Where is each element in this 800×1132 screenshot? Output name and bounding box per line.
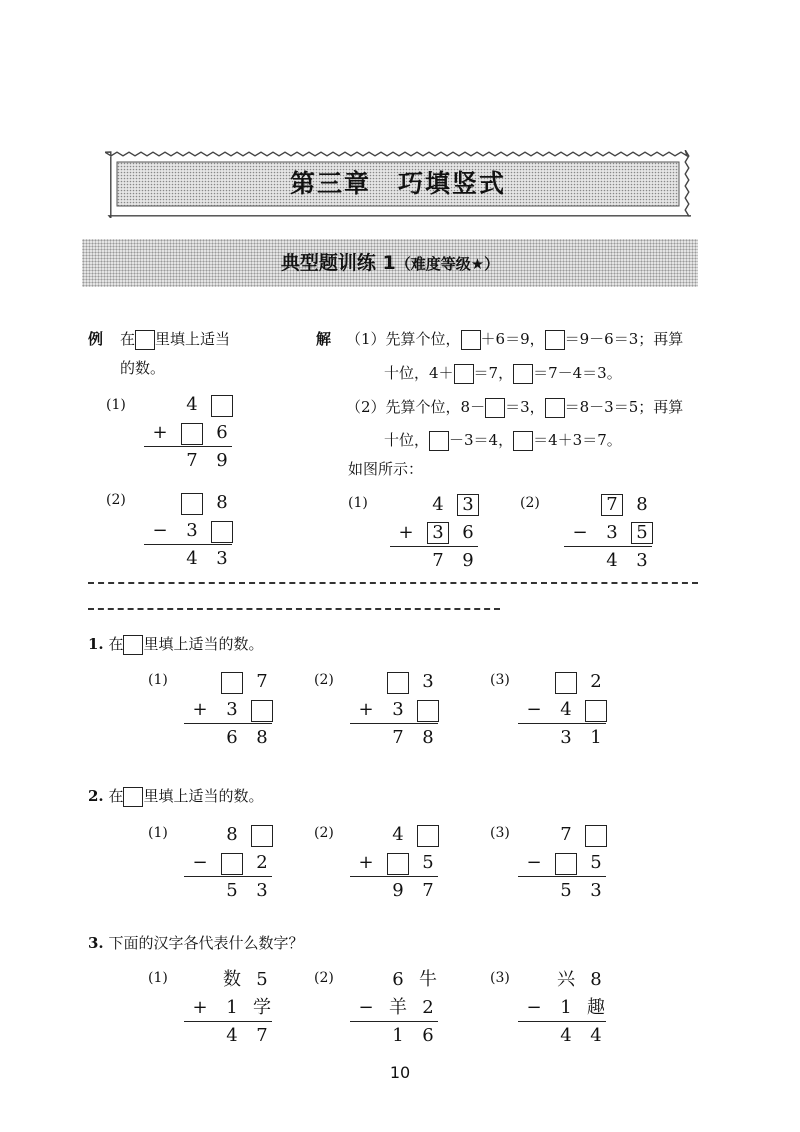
q1-text-before: 在 — [108, 635, 124, 653]
q3-item3-label: (3) — [490, 970, 510, 986]
digit: 9 — [462, 550, 474, 571]
digit — [354, 822, 378, 848]
vertical-row-bottom — [346, 995, 442, 1021]
vertical-row-bottom — [514, 995, 610, 1021]
digit: 5 — [256, 969, 268, 990]
blank-box — [250, 822, 274, 848]
vertical-row-bottom — [560, 520, 656, 546]
q2-item2-vertical — [346, 822, 442, 902]
solution-text: （2）先算个位，8－ — [346, 398, 486, 416]
digit — [188, 822, 212, 848]
digit: 7 — [422, 880, 434, 901]
blank-box — [513, 431, 533, 451]
vertical-row-bottom — [346, 850, 442, 876]
sum-line — [144, 544, 232, 545]
digit: 3 — [216, 548, 228, 569]
digit — [354, 878, 378, 904]
digit: 5 — [560, 880, 572, 901]
operator-sign: + — [398, 522, 414, 543]
solution-text: ＝7－4＝3。 — [533, 364, 622, 382]
q2-item3-label: (3) — [490, 825, 510, 841]
blank-box — [210, 392, 234, 418]
difficulty-label: （难度等级★） — [395, 255, 500, 273]
digit: 4 — [392, 824, 404, 845]
q3-text: 下面的汉字各代表什么数字？ — [108, 934, 304, 952]
q1-text-after: 里填上适当的数。 — [143, 635, 264, 653]
solution-text: 十位， — [384, 431, 430, 449]
vertical-row-bottom — [180, 697, 276, 723]
digit: 1 — [392, 1025, 404, 1046]
sum-line — [350, 723, 438, 724]
sum-line — [518, 876, 606, 877]
section-header — [82, 239, 698, 287]
digit: 7 — [432, 550, 444, 571]
vertical-row-top — [180, 967, 276, 993]
q2-item3-vertical — [514, 822, 610, 902]
q2-text-after: 里填上适当的数。 — [143, 787, 264, 805]
digit — [354, 1023, 378, 1049]
sum-line — [518, 1021, 606, 1022]
operator-sign: − — [192, 852, 208, 873]
digit: 9 — [216, 450, 228, 471]
vertical-row-bottom — [180, 995, 276, 1021]
blank-box — [135, 330, 155, 350]
solution-text: （1）先算个位， — [346, 330, 461, 348]
example-p1-vertical — [140, 392, 236, 472]
digit: 7 — [186, 450, 198, 471]
digit: 8 — [590, 969, 602, 990]
vertical-row-result — [140, 448, 236, 474]
digit: 3 — [256, 880, 268, 901]
solution-text: 十位，4＋ — [384, 364, 454, 382]
example-prompt-before: 在 — [120, 330, 136, 348]
digit: 5 — [422, 852, 434, 873]
digit: 兴 — [557, 969, 575, 990]
q1-item1-label: (1) — [148, 672, 168, 688]
operator-sign: + — [152, 422, 168, 443]
blank-box — [485, 398, 505, 418]
blank-box — [554, 850, 578, 876]
vertical-row-result — [514, 1023, 610, 1049]
blank-box — [123, 787, 143, 807]
solution-text: ＝7， — [473, 364, 514, 382]
vertical-row-top — [346, 669, 442, 695]
blank-box — [584, 822, 608, 848]
digit — [188, 967, 212, 993]
operator-sign: − — [526, 699, 542, 720]
vertical-row-top — [514, 967, 610, 993]
blank-box — [180, 490, 204, 516]
operator-sign: + — [358, 852, 374, 873]
blank-box — [220, 669, 244, 695]
example-p1-label: (1) — [106, 397, 126, 413]
digit: 数 — [223, 969, 241, 990]
vertical-row-top — [140, 392, 236, 418]
digit: 3 — [392, 699, 404, 720]
sum-line — [184, 1021, 272, 1022]
digit: 4 — [186, 548, 198, 569]
blank-box — [584, 697, 608, 723]
digit: 4 — [606, 550, 618, 571]
digit: 4 — [432, 494, 444, 515]
vertical-row-top — [346, 967, 442, 993]
vertical-row-bottom — [140, 518, 236, 544]
digit: 8 — [636, 494, 648, 515]
solution-text: ＝4＋3＝7。 — [533, 431, 622, 449]
digit: 9 — [392, 880, 404, 901]
dashed-separator-1 — [88, 582, 698, 584]
page-number: 10 — [389, 1063, 411, 1082]
filled-answer-digit: 7 — [600, 492, 624, 518]
question-number: 1. — [88, 635, 104, 653]
vertical-row-bottom — [386, 520, 482, 546]
vertical-row-top — [514, 822, 610, 848]
digit: 4 — [560, 699, 572, 720]
digit: 3 — [590, 880, 602, 901]
digit: 7 — [256, 1025, 268, 1046]
vertical-row-top — [346, 822, 442, 848]
digit — [568, 492, 592, 518]
digit: 学 — [253, 997, 271, 1018]
operator-sign: − — [572, 522, 588, 543]
chapter-banner — [105, 150, 691, 218]
q3-item2-label: (2) — [314, 970, 334, 986]
digit — [522, 669, 546, 695]
digit — [394, 548, 418, 574]
digit: 4 — [186, 394, 198, 415]
sum-line — [564, 546, 652, 547]
q3-item3-vertical — [514, 967, 610, 1047]
solution-text: －3＝4， — [449, 431, 514, 449]
vertical-row-bottom — [346, 697, 442, 723]
digit: 5 — [590, 852, 602, 873]
digit — [354, 725, 378, 751]
digit: 2 — [422, 997, 434, 1018]
blank-box — [386, 850, 410, 876]
digit — [568, 548, 592, 574]
blank-box — [545, 398, 565, 418]
digit: 4 — [590, 1025, 602, 1046]
sum-line — [350, 876, 438, 877]
solution-step1-line2 — [384, 362, 622, 384]
filled-answer-digit: 3 — [456, 492, 480, 518]
digit: 6 — [226, 727, 238, 748]
solution-as-shown: 如图所示： — [348, 460, 424, 478]
digit: 3 — [422, 671, 434, 692]
sum-line — [184, 876, 272, 877]
operator-sign: − — [526, 997, 542, 1018]
digit — [354, 967, 378, 993]
digit — [522, 967, 546, 993]
vertical-row-result — [346, 1023, 442, 1049]
vertical-row-result — [514, 725, 610, 751]
section-title — [82, 239, 698, 287]
operator-sign: + — [192, 997, 208, 1018]
vertical-row-result — [346, 725, 442, 751]
digit: 8 — [422, 727, 434, 748]
q2-text-before: 在 — [108, 787, 124, 805]
q3-item2-vertical — [346, 967, 442, 1047]
blank-box — [220, 850, 244, 876]
example-prompt-after: 里填上适当 — [155, 330, 231, 348]
digit — [522, 1023, 546, 1049]
chapter-title: 第三章 巧填竖式 — [289, 169, 506, 198]
vertical-row-top — [180, 822, 276, 848]
vertical-row-bottom — [514, 697, 610, 723]
question-number: 2. — [88, 787, 104, 805]
digit: 8 — [256, 727, 268, 748]
blank-box — [461, 330, 481, 350]
digit — [188, 1023, 212, 1049]
blank-box — [250, 697, 274, 723]
blank-box — [180, 420, 204, 446]
vertical-row-result — [346, 878, 442, 904]
digit: 5 — [226, 880, 238, 901]
blank-box — [554, 669, 578, 695]
vertical-row-result — [514, 878, 610, 904]
solution-a1-label: (1) — [348, 495, 368, 511]
q1-item1-vertical — [180, 669, 276, 749]
digit: 3 — [226, 699, 238, 720]
digit: 6 — [392, 969, 404, 990]
sum-line — [184, 723, 272, 724]
example-p2-label: (2) — [106, 492, 126, 508]
q1-item2-vertical — [346, 669, 442, 749]
operator-sign: − — [358, 997, 374, 1018]
solution-text: ＋6＝9， — [480, 330, 545, 348]
dashed-separator-2 — [88, 608, 500, 610]
question-number: 3. — [88, 934, 104, 952]
solution-text: ＝9－6＝3；再算 — [564, 330, 684, 348]
vertical-row-bottom — [180, 850, 276, 876]
digit — [354, 669, 378, 695]
digit: 8 — [226, 824, 238, 845]
blank-box — [416, 822, 440, 848]
digit — [188, 725, 212, 751]
solution-text: ＝3， — [505, 398, 545, 416]
example-prompt-line2: 的数。 — [120, 359, 166, 377]
digit — [522, 878, 546, 904]
blank-box — [416, 697, 440, 723]
digit: 7 — [392, 727, 404, 748]
sum-line — [390, 546, 478, 547]
operator-sign: + — [358, 699, 374, 720]
question-1-prompt — [88, 633, 263, 655]
digit: 羊 — [389, 997, 407, 1018]
digit — [148, 392, 172, 418]
vertical-row-result — [180, 725, 276, 751]
digit: 4 — [560, 1025, 572, 1046]
example-p2-vertical — [140, 490, 236, 570]
q2-item1-vertical — [180, 822, 276, 902]
question-2-prompt — [88, 785, 263, 807]
operator-sign: − — [526, 852, 542, 873]
blank-box — [545, 330, 565, 350]
digit: 3 — [606, 522, 618, 543]
digit — [394, 492, 418, 518]
digit — [148, 546, 172, 572]
blank-box — [386, 669, 410, 695]
example-label: 例 — [88, 330, 104, 348]
digit: 3 — [186, 520, 198, 541]
vertical-row-result — [140, 546, 236, 572]
solution-a1-vertical — [386, 492, 482, 572]
digit: 趣 — [587, 997, 605, 1018]
solution-text: ＝8－3＝5；再算 — [564, 398, 684, 416]
vertical-row-top — [386, 492, 482, 518]
blank-box — [210, 518, 234, 544]
blank-box — [123, 635, 143, 655]
filled-answer-digit: 5 — [630, 520, 654, 546]
digit — [148, 490, 172, 516]
solution-step2-line1 — [346, 396, 683, 418]
solution-a2-vertical — [560, 492, 656, 572]
sum-line — [350, 1021, 438, 1022]
vertical-row-top — [180, 669, 276, 695]
digit: 3 — [636, 550, 648, 571]
section-title-text: 典型题训练 1 — [280, 252, 396, 274]
q2-item1-label: (1) — [148, 825, 168, 841]
q3-item1-label: (1) — [148, 970, 168, 986]
digit — [522, 725, 546, 751]
operator-sign: − — [152, 520, 168, 541]
digit: 7 — [560, 824, 572, 845]
solution-step2-line2 — [384, 429, 622, 451]
solution-label: 解 — [316, 330, 332, 348]
q1-item3-vertical — [514, 669, 610, 749]
q1-item3-label: (3) — [490, 672, 510, 688]
digit: 7 — [256, 671, 268, 692]
digit: 1 — [226, 997, 238, 1018]
vertical-row-top — [140, 490, 236, 516]
vertical-row-bottom — [140, 420, 236, 446]
q2-item2-label: (2) — [314, 825, 334, 841]
solution-step1-line1 — [346, 328, 683, 350]
digit: 3 — [560, 727, 572, 748]
digit: 6 — [216, 422, 228, 443]
blank-box — [513, 364, 533, 384]
sum-line — [144, 446, 232, 447]
vertical-row-result — [180, 1023, 276, 1049]
digit: 8 — [216, 492, 228, 513]
digit — [148, 448, 172, 474]
solution-a2-label: (2) — [520, 495, 540, 511]
vertical-row-top — [560, 492, 656, 518]
digit: 1 — [560, 997, 572, 1018]
digit — [188, 669, 212, 695]
vertical-row-result — [386, 548, 482, 574]
digit: 2 — [256, 852, 268, 873]
filled-answer-digit: 3 — [426, 520, 450, 546]
digit: 4 — [226, 1025, 238, 1046]
digit: 2 — [590, 671, 602, 692]
sum-line — [518, 723, 606, 724]
blank-box — [429, 431, 449, 451]
example-prompt — [120, 328, 230, 350]
digit: 6 — [462, 522, 474, 543]
digit: 1 — [590, 727, 602, 748]
digit: 6 — [422, 1025, 434, 1046]
question-3-prompt — [88, 932, 303, 954]
vertical-row-top — [514, 669, 610, 695]
q3-item1-vertical — [180, 967, 276, 1047]
blank-box — [454, 364, 474, 384]
vertical-row-result — [560, 548, 656, 574]
vertical-row-bottom — [514, 850, 610, 876]
digit — [522, 822, 546, 848]
q1-item2-label: (2) — [314, 672, 334, 688]
digit: 牛 — [419, 969, 437, 990]
vertical-row-result — [180, 878, 276, 904]
digit — [188, 878, 212, 904]
operator-sign: + — [192, 699, 208, 720]
